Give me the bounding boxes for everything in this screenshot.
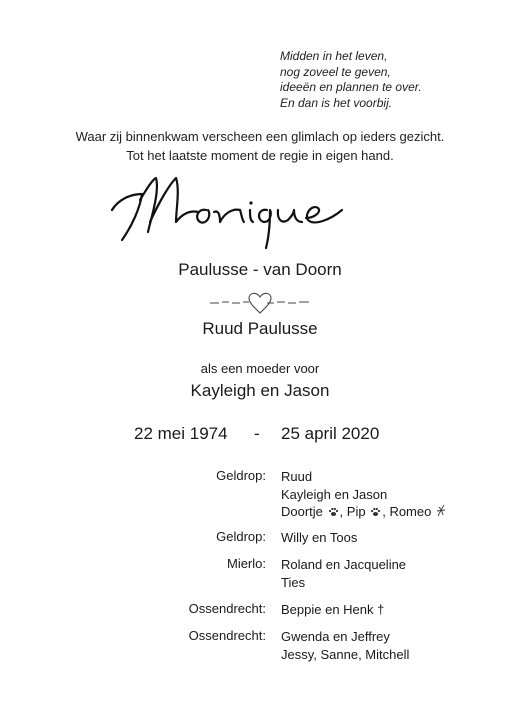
- family-name-line: Beppie en Henk †: [281, 602, 385, 617]
- family-name-line: Jessy, Sanne, Mitchell: [281, 646, 410, 662]
- rainbow-bridge-icon: [436, 504, 446, 517]
- death-date: 25 april 2020: [281, 424, 380, 443]
- birth-date: 22 mei 1974: [134, 424, 228, 443]
- pets-line: Doortje , Pip , Romeo: [281, 503, 447, 521]
- family-names: [281, 628, 409, 663]
- family-name-line: Ties: [281, 574, 306, 590]
- family-names: [281, 468, 447, 521]
- family-name-line: Willy en Toos: [281, 530, 358, 545]
- date-separator: -: [254, 424, 260, 443]
- children-names: Kayleigh en Jason: [190, 381, 330, 400]
- poem-line: Midden in het leven,: [280, 49, 388, 63]
- quote-line: Tot het laatste moment de regie in eigen hand.: [126, 148, 394, 163]
- poem: [280, 49, 422, 111]
- pet-name: Romeo: [389, 504, 432, 519]
- family-place: Ossendrecht:: [188, 628, 266, 643]
- poem-line: ideeën en plannen te over.: [280, 80, 422, 94]
- poem-line: nog zoveel te geven,: [280, 64, 391, 79]
- family-names: [281, 556, 406, 591]
- family-place: Ossendrecht:: [188, 601, 266, 616]
- family-name-line: Gwenda en Jeffrey: [281, 629, 390, 644]
- family-place: Geldrop:: [216, 468, 266, 483]
- role-text: als een moeder voor: [200, 361, 320, 376]
- family-place: Mierlo:: [226, 556, 266, 571]
- poem-line: En dan is het voorbij.: [280, 95, 393, 110]
- partner-name: Ruud Paulusse: [202, 319, 318, 338]
- family-names: [281, 601, 384, 619]
- quote: [0, 127, 520, 165]
- family-name-line: Ruud: [281, 469, 313, 484]
- quote-line: Waar zij binnenkwam verscheen een glimlach op ieders gezicht.: [75, 129, 445, 144]
- paw-icon: [370, 507, 381, 517]
- family-name-line: Kayleigh en Jason: [281, 486, 388, 502]
- pet-name: Pip: [346, 504, 366, 519]
- signature-first-name: [110, 170, 410, 250]
- pet-name: Doortje: [281, 504, 323, 519]
- family-place: Geldrop:: [216, 529, 266, 544]
- family-name-line: Roland en Jacqueline: [281, 557, 407, 572]
- paw-icon: [328, 507, 339, 517]
- surname: Paulusse - van Doorn: [178, 260, 342, 279]
- heart-icon: [205, 288, 315, 316]
- family-names: [281, 529, 357, 547]
